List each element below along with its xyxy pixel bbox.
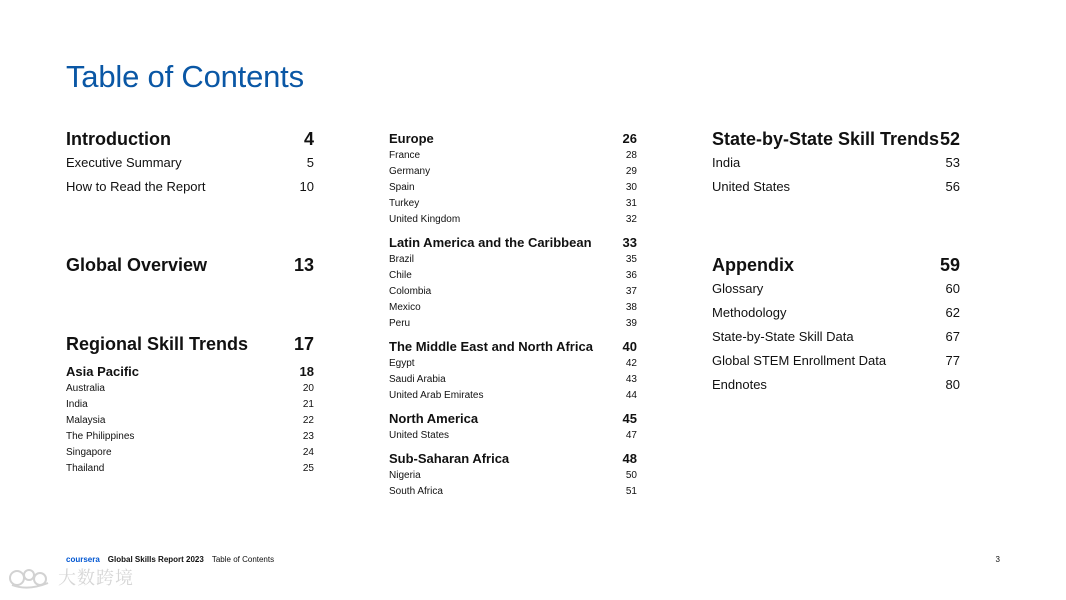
toc-entry-page: 36	[625, 270, 637, 281]
toc-entry-page: 77	[945, 353, 960, 368]
toc-entry-label: Mexico	[389, 302, 421, 313]
toc-entry-label: Europe	[389, 131, 434, 146]
toc-entry-label: United Arab Emirates	[389, 390, 484, 401]
toc-entry-page: 59	[939, 255, 960, 275]
toc-entry-glossary[interactable]	[712, 277, 960, 301]
toc-entry-label: Global STEM Enrollment Data	[712, 353, 887, 368]
toc-entry-label: United States	[389, 430, 450, 441]
toc-entry-spain[interactable]	[389, 180, 637, 196]
toc-entry-page: 22	[302, 415, 314, 426]
section-name: Table of Contents	[211, 555, 275, 564]
toc-entry-page: 51	[625, 486, 637, 497]
toc-entry-label: State-by-State Skill Trends	[712, 129, 940, 149]
toc-entry-egypt[interactable]	[389, 356, 637, 372]
toc-column-1	[66, 128, 314, 477]
toc-entry-label: Appendix	[712, 255, 795, 275]
toc-entry-page: 31	[625, 198, 637, 209]
page-number: 3	[995, 555, 1000, 564]
toc-entry-label: Singapore	[66, 447, 112, 458]
toc-entry-label: Nigeria	[389, 470, 421, 481]
page-title: Table of Contents	[66, 59, 304, 94]
toc-entry-south-africa[interactable]	[389, 484, 637, 500]
toc-entry-global-overview[interactable]	[66, 254, 314, 276]
toc-entry-label: India	[66, 399, 88, 410]
toc-entry-methodology[interactable]	[712, 301, 960, 325]
watermark	[8, 566, 134, 590]
toc-entry-label: Thailand	[66, 463, 105, 474]
toc-entry-uae[interactable]	[389, 388, 637, 404]
toc-entry-page: 10	[299, 179, 314, 194]
toc-entry-page: 42	[625, 358, 637, 369]
toc-entry-page: 52	[939, 129, 960, 149]
watermark-text: 大数跨境	[58, 568, 134, 588]
toc-entry-page: 48	[622, 451, 637, 466]
toc-entry-label: How to Read the Report	[66, 179, 206, 194]
toc-entry-label: Peru	[389, 318, 411, 329]
toc-entry-label: United States	[712, 179, 791, 194]
toc-entry-chile[interactable]	[389, 268, 637, 284]
toc-entry-latin-america[interactable]	[389, 235, 637, 251]
toc-entry-page: 30	[625, 182, 637, 193]
toc-entry-label: Egypt	[389, 358, 415, 369]
watermark-logo-icon	[8, 567, 52, 589]
toc-entry-page: 37	[625, 286, 637, 297]
toc-entry-label: The Philippines	[66, 431, 135, 442]
toc-entry-united-states[interactable]	[389, 428, 637, 444]
toc-entry-page: 39	[625, 318, 637, 329]
toc-entry-page: 20	[302, 383, 314, 394]
toc-entry-label: Global Overview	[66, 255, 208, 275]
toc-entry-page: 47	[625, 430, 637, 441]
toc-entry-page: 32	[625, 214, 637, 225]
toc-entry-label: France	[389, 150, 421, 161]
toc-entry-label: Endnotes	[712, 377, 767, 392]
toc-entry-page: 38	[625, 302, 637, 313]
toc-entry-label: United Kingdom	[389, 214, 461, 225]
toc-entry-india-states[interactable]	[712, 151, 960, 175]
toc-entry-singapore[interactable]	[66, 445, 314, 461]
toc-entry-label: North America	[389, 411, 479, 426]
toc-column-3	[712, 128, 960, 397]
footer	[66, 554, 274, 566]
toc-entry-page: 23	[302, 431, 314, 442]
toc-entry-label: The Middle East and North Africa	[389, 339, 593, 354]
toc-entry-us-states[interactable]	[712, 175, 960, 199]
toc-entry-page: 67	[945, 329, 960, 344]
toc-entry-label: Colombia	[389, 286, 432, 297]
toc-entry-germany[interactable]	[389, 164, 637, 180]
toc-entry-page: 25	[302, 463, 314, 474]
toc-entry-page: 21	[302, 399, 314, 410]
toc-entry-label: Brazil	[389, 254, 415, 265]
toc-entry-label: Chile	[389, 270, 412, 281]
toc-entry-introduction[interactable]	[66, 128, 314, 150]
toc-entry-page: 5	[306, 155, 314, 170]
toc-entry-asia-pacific[interactable]	[66, 364, 314, 380]
toc-entry-india[interactable]	[66, 397, 314, 413]
toc-entry-page: 43	[625, 374, 637, 385]
toc-entry-europe[interactable]	[389, 131, 637, 147]
toc-entry-state-skill-data[interactable]	[712, 325, 960, 349]
toc-entry-page: 24	[302, 447, 314, 458]
toc-entry-sub-saharan-africa[interactable]	[389, 451, 637, 467]
toc-column-2	[389, 128, 637, 500]
toc-entry-label: Executive Summary	[66, 155, 182, 170]
toc-entry-thailand[interactable]	[66, 461, 314, 477]
toc-entry-label: Glossary	[712, 281, 764, 296]
coursera-logo: coursera	[66, 555, 100, 564]
toc-entry-turkey[interactable]	[389, 196, 637, 212]
toc-entry-label: Saudi Arabia	[389, 374, 446, 385]
toc-entry-label: Australia	[66, 383, 105, 394]
toc-entry-page: 33	[622, 235, 637, 250]
toc-entry-label: Turkey	[389, 198, 420, 209]
toc-entry-appendix[interactable]	[712, 254, 960, 276]
toc-entry-endnotes[interactable]	[712, 373, 960, 397]
toc-entry-label: Malaysia	[66, 415, 106, 426]
toc-entry-label: South Africa	[389, 486, 443, 497]
toc-entry-label: Methodology	[712, 305, 787, 320]
toc-entry-france[interactable]	[389, 148, 637, 164]
toc-entry-label: Latin America and the Caribbean	[389, 235, 592, 250]
toc-entry-page: 18	[299, 364, 314, 379]
toc-entry-label: Regional Skill Trends	[66, 334, 249, 354]
toc-entry-stem-enrollment[interactable]	[712, 349, 960, 373]
toc-entry-label: Sub-Saharan Africa	[389, 451, 510, 466]
toc-entry-malaysia[interactable]	[66, 413, 314, 429]
toc-entry-label: India	[712, 155, 741, 170]
toc-entry-australia[interactable]	[66, 381, 314, 397]
toc-entry-middle-east[interactable]	[389, 339, 637, 355]
toc-entry-how-to-read[interactable]	[66, 175, 314, 199]
toc-entry-saudi-arabia[interactable]	[389, 372, 637, 388]
toc-entry-page: 62	[945, 305, 960, 320]
toc-entry-page: 40	[622, 339, 637, 354]
toc-entry-peru[interactable]	[389, 316, 637, 332]
toc-entry-label: Asia Pacific	[66, 364, 139, 379]
toc-entry-mexico[interactable]	[389, 300, 637, 316]
toc-entry-page: 28	[625, 150, 637, 161]
toc-entry-label: Germany	[389, 166, 431, 177]
toc-entry-united-kingdom[interactable]	[389, 212, 637, 228]
toc-entry-page: 29	[625, 166, 637, 177]
toc-entry-page: 13	[293, 255, 314, 275]
toc-entry-page: 35	[625, 254, 637, 265]
toc-entry-page: 56	[945, 179, 960, 194]
toc-entry-label: State-by-State Skill Data	[712, 329, 854, 344]
toc-entry-page: 60	[945, 281, 960, 296]
toc-entry-nigeria[interactable]	[389, 468, 637, 484]
toc-entry-label: Introduction	[66, 129, 171, 149]
toc-entry-philippines[interactable]	[66, 429, 314, 445]
toc-entry-colombia[interactable]	[389, 284, 637, 300]
toc-entry-page: 53	[945, 155, 960, 170]
toc-entry-page: 50	[625, 470, 637, 481]
toc-entry-page: 80	[945, 377, 960, 392]
toc-entry-executive-summary[interactable]	[66, 151, 314, 175]
toc-entry-brazil[interactable]	[389, 252, 637, 268]
toc-entry-page: 4	[303, 129, 314, 149]
toc-entry-page: 44	[625, 390, 637, 401]
toc-entry-page: 26	[622, 131, 637, 146]
toc-entry-state-by-state[interactable]	[712, 128, 960, 150]
toc-entry-regional-skill-trends[interactable]	[66, 333, 314, 355]
toc-entry-north-america[interactable]	[389, 411, 637, 427]
toc-entry-page: 17	[293, 334, 314, 354]
toc-entry-page: 45	[622, 411, 637, 426]
toc-entry-label: Spain	[389, 182, 415, 193]
report-name: Global Skills Report 2023	[107, 555, 204, 564]
